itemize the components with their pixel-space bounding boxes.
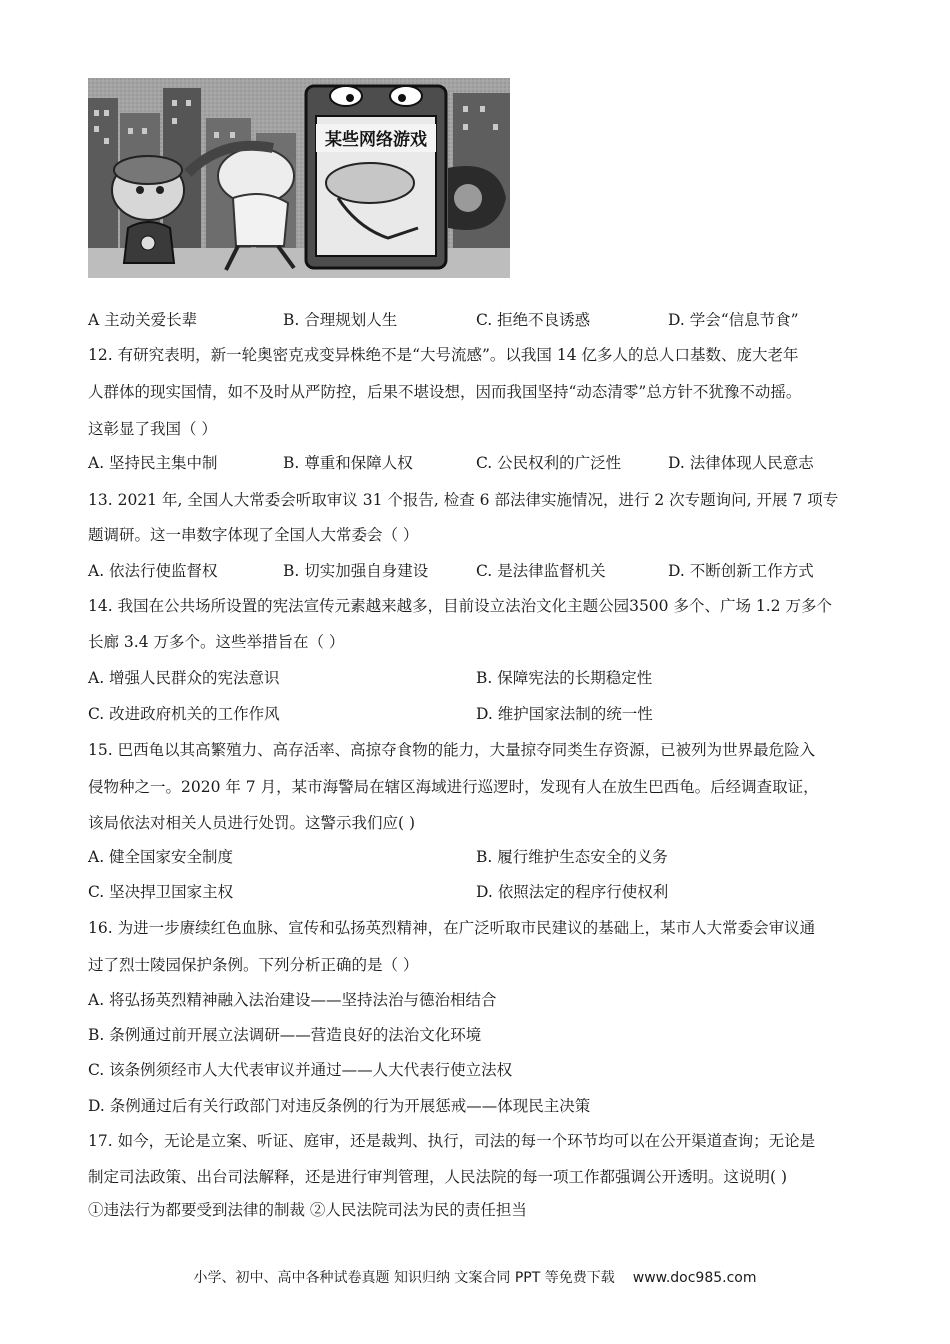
q14-option-b: B. 保障宪法的长期稳定性: [476, 669, 653, 687]
q13-option-d: D. 不断创新工作方式: [668, 562, 814, 580]
q14-option-c: C. 改进政府机关的工作作风: [88, 705, 280, 723]
q14-option-a: A. 增强人民群众的宪法意识: [88, 669, 280, 687]
q14-stem-line-2: 长廊 3.4 万多个。这些举措旨在（ ）: [88, 633, 345, 651]
q16-option-d: D. 条例通过后有关行政部门对违反条例的行为开展惩戒——体现民主决策: [88, 1097, 591, 1115]
q12-option-a: A. 坚持民主集中制: [88, 454, 218, 472]
cartoon-drawing: [88, 78, 510, 278]
q17-stem-line-1: 17. 如今，无论是立案、听证、庭审，还是裁判、执行，司法的每一个环节均可以在公开渠道查询；无论是: [88, 1132, 816, 1150]
q15-option-b: B. 履行维护生态安全的义务: [476, 848, 668, 866]
q16-option-b: B. 条例通过前开展立法调研——营造良好的法治文化环境: [88, 1026, 482, 1044]
q12-option-b: B. 尊重和保障人权: [283, 454, 413, 472]
footer-text: 小学、初中、高中各种试卷真题 知识归纳 文案合同 PPT 等免费下载: [193, 1270, 615, 1286]
q11-option-a: A 主动关爱长辈: [88, 311, 198, 329]
q12-stem-line-2: 人群体的现实国情，如不及时从严防控，后果不堪设想，因而我国坚持“动态清零”总方针不犹豫不动摇。: [88, 383, 802, 401]
q15-stem-line-2: 侵物种之一。2020 年 7 月，某市海警局在辖区海域进行巡逻时，发现有人在放生巴西龟。后经调查取证，: [88, 778, 819, 796]
q12-stem-line-1: 12. 有研究表明，新一轮奥密克戎变异株绝不是“大号流感”。以我国 14 亿多人的总人口基数、庞大老年: [88, 346, 799, 364]
q15-stem-line-3: 该局依法对相关人员进行处罚。这警示我们应( ): [88, 814, 416, 832]
footer-url[interactable]: www.doc985.com: [632, 1270, 757, 1286]
q12-option-c: C. 公民权利的广泛性: [476, 454, 622, 472]
q13-option-a: A. 依法行使监督权: [88, 562, 218, 580]
q15-option-d: D. 依照法定的程序行使权利: [476, 883, 669, 901]
q15-stem-line-1: 15. 巴西龟以其高繁殖力、高存活率、高掠夺食物的能力，大量掠夺同类生存资源，已被列为世界最危险入: [88, 741, 816, 759]
q12-stem-line-3: 这彰显了我国（ ）: [88, 420, 217, 438]
q13-stem-line-2: 题调研。这一串数字体现了全国人大常委会（ ）: [88, 526, 419, 544]
q12-option-d: D. 法律体现人民意志: [668, 454, 814, 472]
q15-option-a: A. 健全国家安全制度: [88, 848, 234, 866]
q16-stem-line-2: 过了烈士陵园保护条例。下列分析正确的是（ ）: [88, 956, 419, 974]
q17-statement-line: ①违法行为都要受到法律的制裁 ②人民法院司法为民的责任担当: [88, 1201, 527, 1219]
q14-stem-line-1: 14. 我国在公共场所设置的宪法宣传元素越来越多，目前设立法治文化主题公园3500 多个、广场 1.2 万多个: [88, 597, 832, 615]
q15-option-c: C. 坚决捍卫国家主权: [88, 883, 234, 901]
cartoon-illustration: [88, 78, 510, 278]
q11-option-b: B. 合理规划人生: [283, 311, 398, 329]
page-footer: [0, 1268, 950, 1288]
game-sign-text: 某些网络游戏: [325, 130, 427, 150]
q14-option-d: D. 维护国家法制的统一性: [476, 705, 653, 723]
q16-stem-line-1: 16. 为进一步赓续红色血脉、宣传和弘扬英烈精神，在广泛听取市民建议的基础上，某市人大常委会审议通: [88, 919, 816, 937]
q13-option-b: B. 切实加强自身建设: [283, 562, 429, 580]
q16-option-a: A. 将弘扬英烈精神融入法治建设——坚持法治与德治相结合: [88, 991, 497, 1009]
q11-option-c: C. 拒绝不良诱惑: [476, 311, 591, 329]
q16-option-c: C. 该条例须经市人大代表审议并通过——人大代表行使立法权: [88, 1061, 513, 1079]
q13-stem-line-1: 13. 2021 年, 全国人大常委会听取审议 31 个报告, 检查 6 部法律实施情况，进行 2 次专题询问, 开展 7 项专: [88, 491, 839, 509]
q17-stem-line-2: 制定司法政策、出台司法解释，还是进行审判管理，人民法院的每一项工作都强调公开透明。这说明( ): [88, 1168, 788, 1186]
q13-option-c: C. 是法律监督机关: [476, 562, 606, 580]
q11-option-d: D. 学会“信息节食”: [668, 311, 799, 329]
